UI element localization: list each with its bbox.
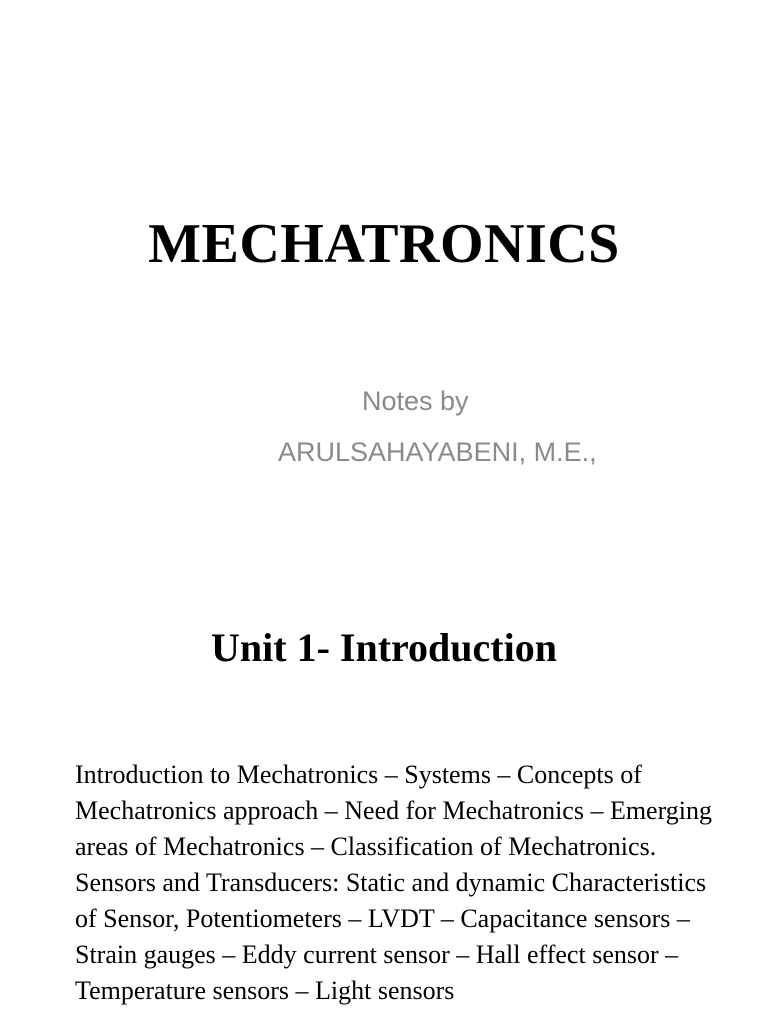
unit-heading: Unit 1- Introduction <box>211 625 557 670</box>
document-title: MECHATRONICS <box>148 213 620 275</box>
subtitle-author: ARULSAHAYABENI, M.E., <box>278 437 597 467</box>
unit-body-text: Introduction to Mechatronics – Systems – Concepts of Mechatronics approach – Need for Mechatronics – Emerging areas of Mechatronics – Classification of Mechatronics. Sensors and Transducers: Static and dynamic Characteristics of Sensor, Potentiometers – LVDT – Capacitance sensors – Strain gauges – Eddy current sensor – Hall effect sensor – Temperature sensors – Light sensors <box>75 760 713 1005</box>
unit-slide <box>0 576 768 1024</box>
subtitle-notes-by: Notes by <box>362 386 469 416</box>
